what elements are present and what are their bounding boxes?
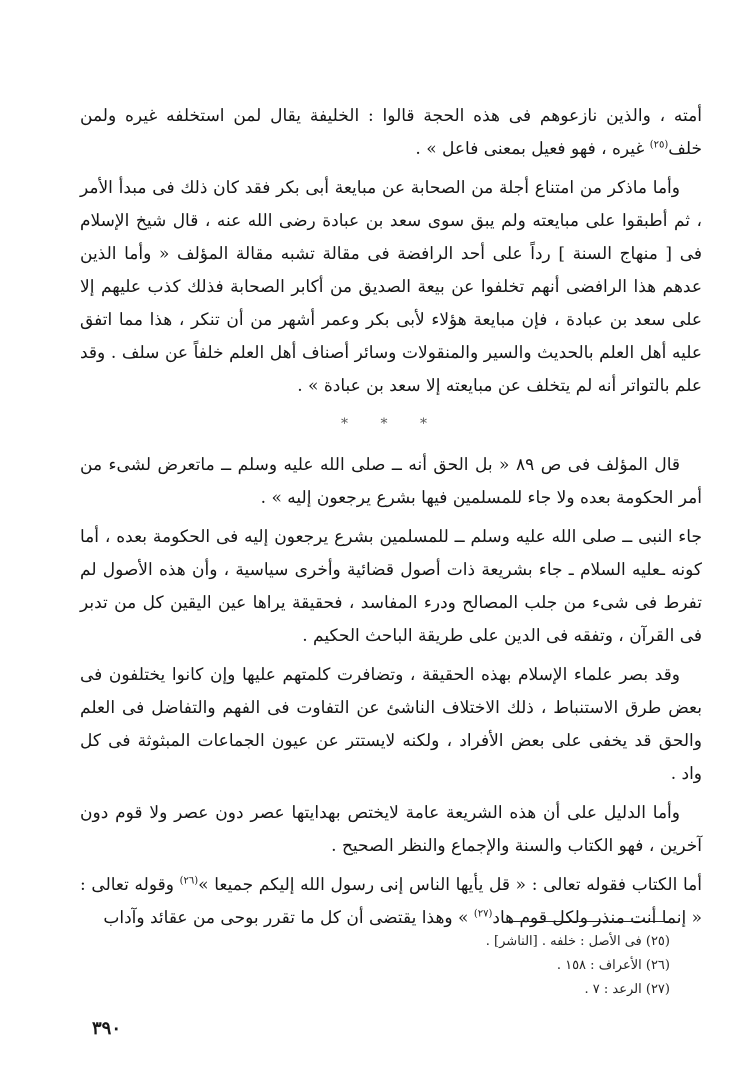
paragraph-1-rest: غيره ، فهو فعيل بمعنى فاعل » . bbox=[415, 139, 650, 159]
paragraph-7 bbox=[80, 869, 702, 935]
footnote-separator bbox=[508, 921, 670, 922]
paragraph-5: وقد بصر علماء الإسلام بهذه الحقيقة ، وتضافرت كلمتهم عليها وإن كانوا يختلفون فى بعض طرق الاستنباط ، ذلك الاختلاف الناشئ عن التفاوت فى الفهم والتفاضل فى العلم والحق قد يخفى على بعض الأفراد ، ولكنه لايستتر عن عيون الجماعات المبثوثة فى كل واد . bbox=[80, 665, 702, 784]
page-number: ٣٩٠ bbox=[92, 1018, 122, 1039]
paragraph-2: وأما ماذكر من امتناع أجلة من الصحابة عن مبايعة أبى بكر فقد كان ذلك فى مبدأ الأمر ، ثم أطبقوا على مبايعته ولم يبق سوى سعد بن عبادة رضى الله عنه ، قال شيخ الإسلام فى [ منهاج السنة ] رداً على أحد الرافضة فى مقالة تشبه مقالة المؤلف « وأما الذين عدهم هذا الرافضى أنهم تخلفوا عن بيعة الصديق من أكابر الصحابة فذلك كذب عليهم إلا على سعد بن عبادة ، فإن مبايعة هؤلاء لأبى بكر وعمر أشهر من أن تنكر ، هذا مما اتفق عليه أهل العلم بالحديث والسير والمنقولات وسائر أصناف أهل العلم خلفاً عن سلف . وقد علم بالتواتر أنه لم يتخلف عن مبايعته إلا سعد بن عبادة » . bbox=[80, 178, 702, 396]
footnote-26: (٢٦) الأعراف : ١٥٨ . bbox=[556, 958, 670, 973]
footnotes bbox=[150, 930, 670, 1002]
main-text bbox=[80, 100, 702, 941]
paragraph-3: قال المؤلف فى ص ٨٩ « بل الحق أنه ــ صلى الله عليه وسلم ــ ماتعرض لشىء من أمر الحكومة بعده ولا جاء للمسلمين فيها بشرع يرجعون إليه » . bbox=[80, 455, 702, 508]
footnote-25: (٢٥) فى الأصل : خلفه . [الناشر] . bbox=[485, 934, 670, 949]
section-divider-stars: * * * bbox=[341, 416, 441, 432]
footnote-ref-25: (٢٥) bbox=[649, 139, 669, 151]
footnote-ref-26: (٢٦) bbox=[179, 875, 199, 887]
paragraph-1 bbox=[80, 100, 702, 166]
paragraph-4: جاء النبى ــ صلى الله عليه وسلم ــ للمسلمين بشرع يرجعون إليه فى الحكومة بعده ، أما كونه ـعليه السلام ـ جاء بشريعة ذات أصول قضائية وأخرى سياسية ، وأن هذه الأصول لم تفرط فى شىء من جلب المصالح ودرء المفاسد ، فحقيقة يراها عين اليقين كل من تدبر فى القرآن ، وتفقه فى الدين على طريقة الباحث الحكيم . bbox=[80, 527, 702, 646]
footnote-27: (٢٧) الرعد : ٧ . bbox=[584, 982, 670, 997]
footnote-ref-27: (٢٧) bbox=[473, 908, 493, 920]
paragraph-7-rest2: » وهذا يقتضى أن كل ما تقرر بوحى من عقائد وآداب bbox=[103, 908, 474, 928]
paragraph-1-text: أمته ، والذين نازعوهم فى هذه الحجة قالوا : الخليفة يقال لمن استخلفه غيره ولمن خلف bbox=[80, 106, 702, 159]
paragraph-7-text: أما الكتاب فقوله تعالى : « قل يأيها الناس إنى رسول الله إليكم جميعا » bbox=[198, 875, 702, 895]
paragraph-6: وأما الدليل على أن هذه الشريعة عامة لايختص بهدايتها عصر دون عصر ولا قوم دون آخرين ، فهو الكتاب والسنة والإجماع والنظر الصحيح . bbox=[80, 803, 702, 856]
paragraph-7-rest: وقوله تعالى : « إنما أنت منذر ولكل قوم هاد bbox=[80, 875, 702, 928]
